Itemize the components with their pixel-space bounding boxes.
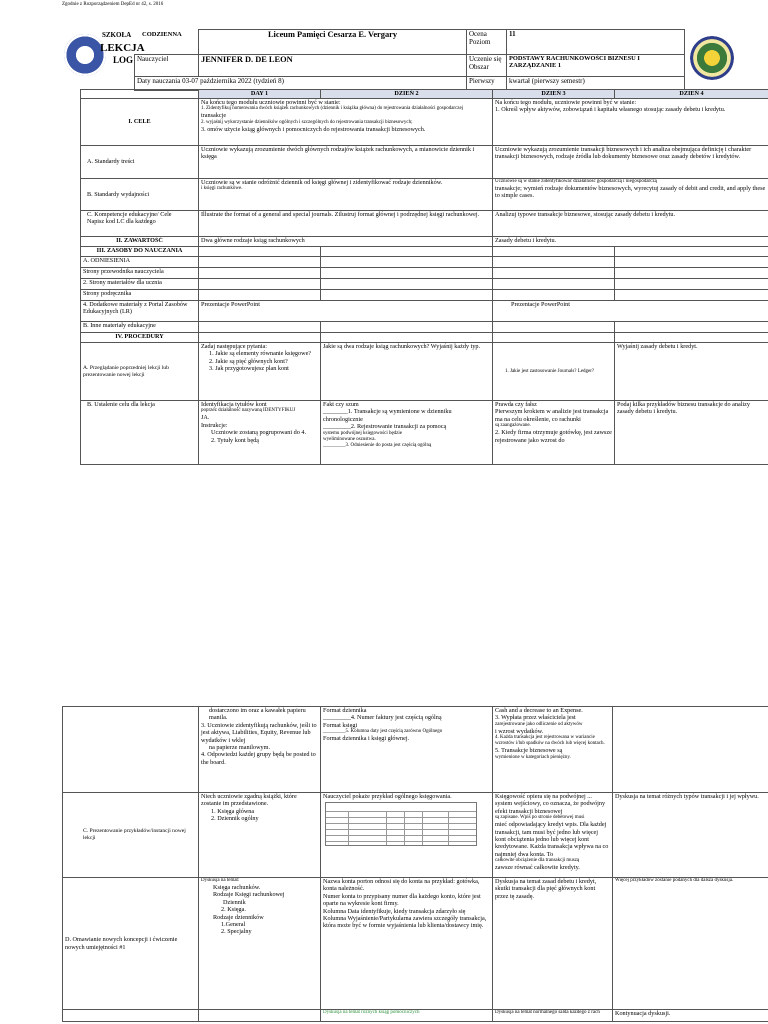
review-question-1: 1. Jakie są elementy równanie księgowe? — [209, 350, 312, 358]
review-question-3: 3. Jak przygotowujesz plan kont — [209, 365, 289, 373]
purpose-day3-cont-2: 3. Wypłata przez właściciela jest — [495, 714, 576, 722]
discussion-day1-item-4: 2. Księga. — [221, 906, 246, 914]
references-label: A. ODNIESIENIA — [81, 257, 199, 268]
quarter-label: Pierwszy — [467, 77, 507, 91]
purpose-day1-activity: poprzez działalność nazywaną IDENTYFIKUJ — [201, 408, 296, 414]
discussion-day1-item-6: 1.General — [221, 921, 246, 929]
discussion-day2-3: Kolumna Data identyfikuje, kiedy transakcja zdarzyło się — [323, 907, 466, 915]
other-materials-label: B. Inne materiały edukacyjne — [81, 322, 199, 333]
purpose-day2-cont-3: Format księgi — [323, 721, 358, 729]
log-label: LOG — [113, 55, 134, 65]
purpose-day1-cont-3: na papierze manilowym. — [209, 744, 270, 752]
content-label: II. ZAWARTOŚĆ — [81, 237, 199, 247]
purpose-day3-cont-3: zarejestrowane jako odliczenie od aktywów — [495, 721, 583, 727]
lesson-purpose-label: B. Ustalenie celu dla lekcja — [81, 401, 199, 465]
examples-day3-1: Księgowość opiera się na podwójnej ... system wejściowy, co oznacza, że podwójny efekt transakcji biznesowej — [495, 793, 606, 815]
review-question-2: 2. Jakie są pięć głównych kont? — [209, 357, 288, 365]
school-seal-icon — [690, 36, 734, 80]
textbook-pages-label: Strony podręcznika — [81, 290, 199, 301]
header-table — [134, 29, 685, 91]
objective-1: 1. Zidentyfikuj nomenwania dwóch książek rachunkowych (dziennik i książka główna) do rejestrowania działalności gospodarczej — [201, 106, 464, 112]
deped-seal-icon — [64, 34, 106, 76]
discussion-day4-continue: Kontynuacja dyskusji. — [613, 1010, 768, 1022]
quarter-value: kwartał (pierwszy semestr) — [507, 77, 685, 91]
purpose-day1-instructions: Instrukcje: — [201, 421, 228, 429]
purpose-day3-item-1: Pierwszym krokiem w analizie jest transakcja ma na celu określenie, co rachunki — [495, 408, 609, 423]
teacher-label: Nauczyciel — [135, 55, 199, 77]
examples-day1-intro: Niech uczniowie zgadną książki, które zostanie im przedstawione. — [201, 793, 297, 808]
performance-standards-day3: transakcje; wymień rodzaje dokumentów biznesowych, wyrecytuj zasady of debit and credit, and apply these to simple cases. — [495, 185, 766, 200]
examples-day3-2: są zapisane. Wpis po stronie debetowej musi — [495, 815, 585, 821]
day-3-header: DZIEŃ 3 — [493, 90, 615, 99]
examples-day1-item-1: 1. Księga główna — [211, 807, 255, 815]
resources-label: III. ZASOBY DO NAUCZANIA — [81, 247, 199, 257]
discussion-day4: Więcej przykładów zostanie podanych dla dalsza dyskusja. — [613, 878, 768, 1010]
teacher-name: JENNIFER D. DE LEON — [199, 55, 467, 77]
day-1-header: DAY 1 — [199, 90, 321, 99]
review-questions-intro: Zadaj następujące pytania: — [201, 343, 267, 350]
grade-value: 11 — [507, 30, 685, 55]
purpose-day2-item-2b: systemu podwójnej księgowości będzie — [323, 430, 403, 436]
competencies-day3: Analizuj typowe transakcje biznesowe, stosując zasady debetu i kredytu. — [493, 211, 768, 237]
purpose-day3-cont-4: i wzrost wydatków. — [495, 727, 544, 735]
examples-day2: Nauczyciel pokaże przykład ogólnego księgowania. — [323, 793, 452, 800]
day-4-header: DZIEŃ 4 — [615, 90, 768, 99]
purpose-day2-item-2: _________2. Rejestrowanie transakcji za pomocą — [323, 423, 447, 431]
examples-day3-5: zawsze równać całkowite kredyty. — [495, 864, 580, 872]
page-2 — [0, 706, 768, 1024]
discussion-day2-1: Nazwa konta porton odnosi się do konta na przykład: gotówka, konta należność. — [323, 878, 480, 893]
lesson-table-page-2 — [62, 706, 768, 1022]
purpose-day1-cont-4: 4. Odpowiedzi każdej grupy będą be posted to the board. — [201, 751, 316, 766]
discussion-day1-item-2: Rodzaje Księgi rachunkowej — [213, 891, 285, 899]
journal-form-image — [325, 802, 477, 846]
content-standards-day3: Uczniowie wykazują zrozumienie transakcji biznesowych i ich analiza obejmująca definicję i charakter transakcji biznesowych, rodzaje źródła lub dokumenty biznesowe oraz zasady debetów i kredytów. — [493, 146, 768, 179]
examples-day4: Dyskusja na temat różnych typów transakcji i jej wpływu. — [613, 793, 768, 878]
competencies-day1: Illustrate the format of a general and special journals. Zilustruj format głównej i podrzędnej księgi rachunkowej. — [199, 211, 493, 237]
examples-label: C. Prezentowanie przykładów/instancji nowej lekcji — [63, 793, 199, 878]
additional-materials-day3: Prezentacje PowerPoint — [493, 301, 768, 322]
additional-materials-day1: Prezentacje PowerPoint — [199, 301, 493, 322]
purpose-day1-step-1: Uczniowie zostaną pogrupowani do 4. — [211, 429, 307, 437]
school-label: SZKOŁA — [102, 31, 132, 39]
purpose-day3-item-2: 2. Kiedy firma otrzymuje gotówkę, jest zawsze rejestrowane jako wzrost do — [495, 429, 612, 444]
discussion-day1-item-3: Dziennik — [223, 898, 246, 906]
discussion-day3: Dyskusja na temat zasad debetu i kredyt, skutki transakcji dla pięć głównych kont przez tę zasadę. — [493, 878, 613, 1010]
purpose-day3-cont-7: wymienione w kategoriach pieniężny. — [495, 754, 571, 760]
objective-2: 2. wyjaśnij wykorzystanie dzienników ogólnych i szczególnych do rejestrowania transakcji biznesowych; — [201, 119, 413, 125]
objectives-intro: Na końcu tego modułu uczniowie powinni być w stanie: — [201, 99, 341, 106]
regulation-note: Zgodnie z Rozporządzeniem DepEd nr 42, s. 2016 — [62, 2, 164, 7]
purpose-day2-item-2c: wyeliminowane oszustwa. — [323, 436, 376, 442]
performance-standards-label: B. Standardy wydajności — [81, 179, 199, 211]
subject-name: PODSTAWY RACHUNKOWOŚCI BIZNESU I ZARZĄDZANIE 1 — [507, 55, 685, 77]
examples-day3-4: całkowite obciążenie dla transakcji muszą — [495, 858, 580, 864]
performance-standards-day3-note: Uczniowie są w stanie zidentyfikować działalność gospodarczą i niegospodarczą — [495, 179, 657, 184]
discussion-day1-item-7: 2. Specjalny — [221, 928, 252, 936]
objectives-intro-day3: Na końcu tego modułu, uczniowie powinni być w stanie: — [495, 99, 637, 106]
purpose-day1-cont-1: dostarczono im oraz a kawałek papieru manila. — [209, 707, 306, 722]
additional-materials-label: 4. Dodatkowe materiały z Portal Zasobów Edukacyjnych (LR) — [81, 301, 199, 322]
purpose-day3-cont-5: 4. Każda transakcja jest rejestrowana w wariancie wzrostów i/lub spadków na dwóch lub więcej kontach. — [495, 735, 605, 747]
purpose-day2-cont-2: _________4. Numer faktury jest częścią ogólną — [323, 714, 442, 722]
discussion-day2-subsidiary: Dyskusja na temat różnych ksiąg pomocniczych — [321, 1010, 493, 1022]
discussion-day2-2: Numer konta to przypisany numer dla każdego konto, które jest oparte na wykresie kont firmy. — [323, 892, 481, 908]
objective-1-cont: transakcje — [201, 112, 227, 120]
purpose-day3-cont-1: Cash and a decrease to an Expense. — [495, 707, 583, 714]
daily-label: CODZIENNA — [142, 31, 182, 38]
discussion-day1-intro: Dyskusja na temat: — [201, 878, 240, 883]
teacher-guide-label: Strony przewodnika nauczyciela — [81, 268, 199, 279]
discussion-day1-item-5: Rodzaje dzienników — [213, 913, 264, 921]
purpose-day1-cont-2: 3. Uczniowie zidentyfikują rachunków, jeśli to jest aktywa, Liabilities, Equity, Revenue lub wydatków i wklej — [201, 721, 317, 744]
content-standards-day1: Uczniowie wykazują zrozumienie dwóch głównych rodzajów książek rachunkowych, a mianowicie dziennik i księga — [199, 146, 493, 179]
purpose-day1-ja: JA. — [201, 414, 210, 422]
review-day3: 1. Jakie jest zastosowanie Journals? Ledger? — [493, 343, 615, 401]
purpose-day3-item-1b: są zaangażowane. — [495, 423, 531, 429]
objectives-label: I. CELE — [81, 99, 199, 146]
school-name: Liceum Pamięci Cesarza E. Vergary — [199, 30, 467, 55]
lesson-table-page-1 — [80, 89, 768, 465]
grade-label: Ocena Poziom — [467, 30, 507, 55]
purpose-day1-title: Identyfikacja tytułów kont — [201, 401, 267, 408]
objective-3: 3. omów użycie ksiąg głównych i pomocniczych do rejestrowania transakcji biznesowych. — [201, 125, 426, 133]
purpose-day1-step-2: 2. Tytuły kont będą — [211, 436, 259, 444]
purpose-day2-title: Fakt czy szum — [323, 401, 359, 408]
examples-day1-item-2: 2. Dziennik ogólny — [211, 815, 259, 823]
review-day4: Wyjaśnij zasady debetu i kredyt. — [615, 343, 768, 401]
discussion-day3-balance: Dyskusja na temat normalnego salda każdego z rach — [493, 1010, 613, 1022]
content-standards-label: A. Standardy treści — [81, 146, 199, 179]
competencies-label: C. Kompetencje edukacyjne/ Cele — [87, 211, 172, 218]
purpose-day4: Podaj kilka przykładów biznesu transakcje do analizy zasady debetu i kredytu. — [615, 401, 768, 465]
performance-standards-day1: Uczniowie są w stanie odróżnić dziennik od księgi głównej i zidentyfikować rodzaje dzienników. — [201, 179, 443, 186]
performance-standards-day1-sub: i księgi rachunkowe. — [201, 186, 243, 192]
purpose-day3-title: Prawda czy fałsz — [495, 401, 537, 408]
purpose-day3-cont-6: 5. Transakcje biznesowe są — [495, 747, 563, 755]
review-day2: Jakie są dwa rodzaje ksiąg rachunkowych? Wyjaśnij każdy typ. — [321, 343, 493, 401]
purpose-day2-item-1: ________1. Transakcje są wymienione w dzienniku chronologicznie — [323, 408, 452, 423]
learner-materials-label: 2. Strony materiałów dla ucznia — [81, 279, 199, 290]
discussion-day2-4: Kolumna Wyjaśnienie/Partykularna zawiera szczegóły transakcja, która może być w formie wyjaśnienia lub klienta/dostawcy imię. — [323, 915, 487, 930]
procedures-label: IV. PROCEDURY — [81, 333, 199, 343]
teaching-dates: Daty nauczania 03-07 października 2022 (tydzień 8) — [135, 77, 467, 91]
purpose-day2-item-3: _________3. Odniesienie do posta jest częścią ogólną — [323, 442, 432, 448]
subject-label: Uczenie się Obszar — [467, 55, 507, 77]
objective-day3-1: 1. Określ wpływ aktywów, zobowiązań i kapitału własnego stosując zasady debetu i kredytu. — [495, 106, 726, 114]
purpose-day2-cont-5: Format dziennika i księgi głównej. — [323, 735, 410, 743]
content-day1: Dwa główne rodzaje ksiąg rachunkowych — [199, 237, 493, 247]
review-lesson-label: A. Przeglądanie poprzedniej lekcji lub prezentowanie nowej lekcji — [81, 343, 199, 401]
purpose-day2-cont-1: Format dziennika — [323, 707, 367, 714]
day-2-header: DZIEŃ 2 — [321, 90, 493, 99]
new-concepts-label: D. Omawianie nowych koncepcji i ćwiczenie nowych umiejętności #1 — [63, 878, 199, 1010]
purpose-day2-cont-4: _________5. Kolumna daty jest częścią zarówno Ogólnego — [323, 729, 443, 735]
discussion-day1-item-1: Księga rachunków. — [213, 884, 261, 891]
competencies-sub: Napisz kod LC dla każdego — [87, 218, 156, 226]
examples-day3-3: mieć odpowiadający kredyt wpis. Dla każdej transakcji, tam musi być jedno lub więcej kont obciążenia jedno lub więcej kont kredytowane. Każda transakcja wpływa na co najmniej dwa konta. To — [495, 821, 609, 858]
lekcja-label: LEKCJA — [100, 42, 145, 54]
content-day3: Zasady debetu i kredytu. — [493, 237, 768, 247]
